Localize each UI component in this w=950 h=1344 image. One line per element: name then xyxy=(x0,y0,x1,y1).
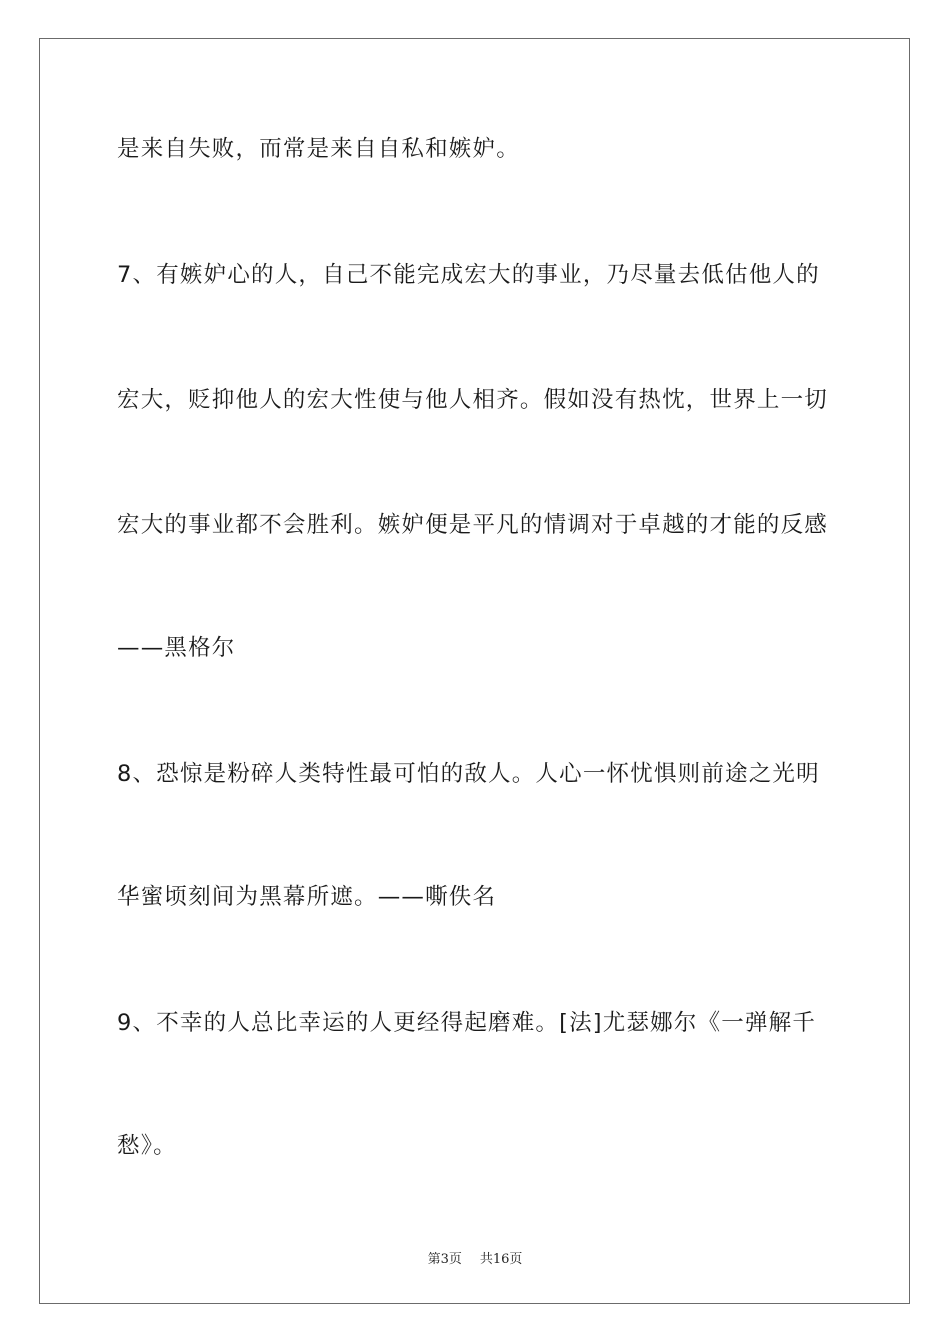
page-total: 共16页 xyxy=(479,1252,523,1267)
text-line: 宏大的事业都不会胜利。嫉妒便是平凡的情调对于卓越的才能的反感 xyxy=(117,512,829,538)
text-line: 宏大，贬抑他人的宏大性使与他人相齐。假如没有热忱，世界上一切 xyxy=(117,387,829,413)
page-border xyxy=(39,38,910,1304)
text-line: 7、有嫉妒心的人，自己不能完成宏大的事业，乃尽量去低估他人的 xyxy=(117,262,820,288)
page-number: 第3页 xyxy=(427,1252,462,1267)
text-line: ——黑格尔 xyxy=(117,635,236,661)
page-footer xyxy=(0,1248,950,1267)
text-line: 华蜜顷刻间为黑幕所遮。——嘶佚名 xyxy=(117,884,497,910)
text-line: 愁》。 xyxy=(117,1133,177,1159)
text-line: 8、恐惊是粉碎人类特性最可怕的敌人。人心一怀忧惧则前途之光明 xyxy=(117,761,820,787)
text-line: 是来自失败，而常是来自自私和嫉妒。 xyxy=(117,136,520,162)
text-line: 9、不幸的人总比幸运的人更经得起磨难。[法]尤瑟娜尔《一弹解千 xyxy=(117,1010,817,1036)
